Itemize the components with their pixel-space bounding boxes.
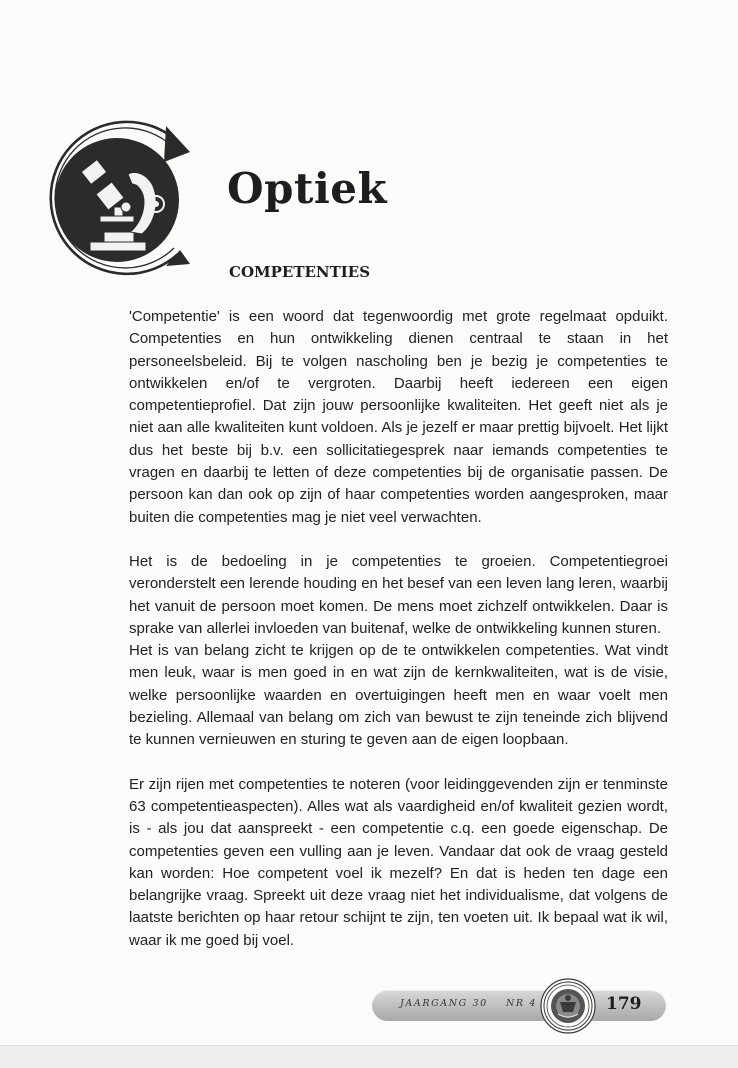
seal-emblem-icon <box>540 978 596 1034</box>
section-heading: COMPETENTIES <box>229 263 371 281</box>
footer-volume: JAARGANG 30 <box>400 998 488 1009</box>
paragraph: Het is van belang zicht te krijgen op de te ontwikkelen competenties. Wat vindt men leuk, waar is men goed in en wat zijn de kernkwaliteiten, wat is de visie, welke persoonlijke waarden en overtuigingen heeft men en waar voelt men bezieling. Allemaal van belang om zich van bewust te zijn teneinde zich blijvend te kunnen vernieuwen en sturing te geven aan de eigen loopbaan. <box>129 642 668 749</box>
microscope-icon <box>30 104 190 276</box>
article-body <box>129 306 668 952</box>
paragraph: Het is de bedoeling in je competenties te groeien. Competentiegroei veronderstelt een lerende houding en het besef van een leven lang leren, waarbij het vanuit de persoon moet komen. De mens moet zichzelf ontwikkelen. Daar is sprake van allerlei invloeden van buitenaf, welke de ontwikkeling kunnen sturen. <box>129 552 668 637</box>
page-number: 179 <box>606 994 642 1014</box>
page-bottom-edge <box>0 1045 738 1068</box>
paragraph: Er zijn rijen met competenties te noteren (voor leidinggevenden zijn er tenminste 63 competentieaspecten). Alles wat als vaardigheid en/of kwaliteit gezien wordt, is - als jou dat aanspreekt - een competentie c.q. een goede eigenschap. De competenties geven een vulling aan je leven. Vandaar dat ook de vraag gesteld kan worden: Hoe competent voel ik mezelf? En dat is heden ten dage een belangrijke vraag. Spreekt uit deze vraag niet het individualisme, dat volgens de laatste berichten op haar retour schijnt te zijn, ten voeten uit. Ik bepaal wat ik wil, waar ik me goed bij voel. <box>129 775 668 949</box>
page-title: Optiek <box>227 164 388 213</box>
paragraph: 'Competentie' is een woord dat tegenwoordig met grote regelmaat opduikt. Competenties en hun ontwikkeling dienen centraal te staan in het personeelsbeleid. Bij te volgen nascholing ben je bezig je competenties te ontwikkelen en/of te vergroten. Daarbij heeft iedereen een eigen competentieprofiel. Dat zijn jouw persoonlijke kwaliteiten. Het geeft niet als je niet aan alle kwaliteiten kunt voldoen. Als je jezelf er maar prettig bijvoelt. Het lijkt dus het beste bij b.v. een sollicitatiegesprek naar iemands competenties te vragen en daarbij te letten of deze competenties bij de organisatie passen. De persoon kan dan ook op zijn of haar competenties worden aangesproken, maar buiten die competenties mag je niet veel verwachten. <box>129 308 668 526</box>
footer-issue: NR 4 <box>506 998 537 1009</box>
